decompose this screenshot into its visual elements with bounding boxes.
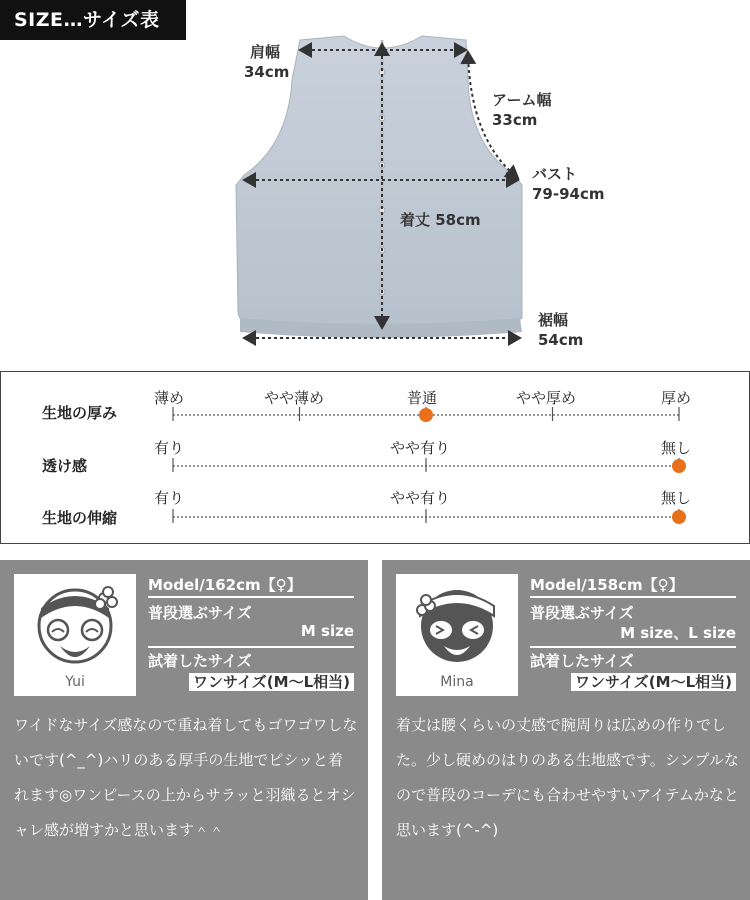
size-chart-title: SIZE…サイズ表 [0,0,186,40]
avatar: Mina [396,574,518,696]
fabric-row-label: 生地の伸縮 [42,509,118,527]
fabric-row-label: 透け感 [42,457,88,475]
model-comment: ワイドなサイズ感なので重ね着してもゴワゴワしないです(^_^)ハリのある厚手の生地でピシッと着れます◎ワンピースの上からサラッと羽織るとオシャレ感が増すかと思います＾＾ [14,716,358,839]
tick-label: 厚め [661,389,692,407]
shoulder-label: 肩幅 34cm [244,43,290,81]
tick-label: やや有り [390,439,451,457]
model-height: Model/158cm【♀】 [530,576,684,594]
model-height: Model/162cm【♀】 [148,576,302,594]
tick-label: 普通 [407,389,438,407]
usual-size-label: 普段選ぶサイズ [530,604,634,622]
tried-size-value: ワンサイズ(M〜L相当) [189,673,354,691]
tick-label: 有り [154,489,185,507]
tick-label: 無し [661,489,692,507]
fabric-row-label: 生地の厚み [42,404,118,422]
usual-size-value: M size、L size [620,624,736,642]
tick-label: 無し [661,439,692,457]
model-panel-yui [0,560,368,900]
avatar: Yui [14,574,136,696]
length-label: 着丈 58cm [400,211,481,229]
hem-label: 裾幅 54cm [538,311,584,349]
tried-size-label: 試着したサイズ [148,652,252,670]
model-comment: 着丈は腰くらいの丈感で腕周りは広めの作りでした。少し硬めのはりのある生地感です。シンプルなので普段のコーデにも合わせやすいアイテムかなと思います(^-^) [396,716,739,839]
usual-size-value: M size [300,622,354,640]
tried-size-label: 試着したサイズ [530,652,634,670]
usual-size-label: 普段選ぶサイズ [148,604,252,622]
arm-label: アーム幅 33cm [492,91,552,129]
tick-label: やや有り [390,489,451,507]
tick-label: 有り [154,439,185,457]
scale-marker [419,408,433,422]
bust-label: バスト 79-94cm [532,165,605,203]
tick-label: やや厚め [516,389,577,407]
model-panel-mina [382,560,750,900]
tick-label: やや薄め [264,389,325,407]
scale-marker [672,510,686,524]
tried-size-value: ワンサイズ(M〜L相当) [571,673,736,691]
tick-label: 薄め [154,389,185,407]
scale-marker [672,459,686,473]
